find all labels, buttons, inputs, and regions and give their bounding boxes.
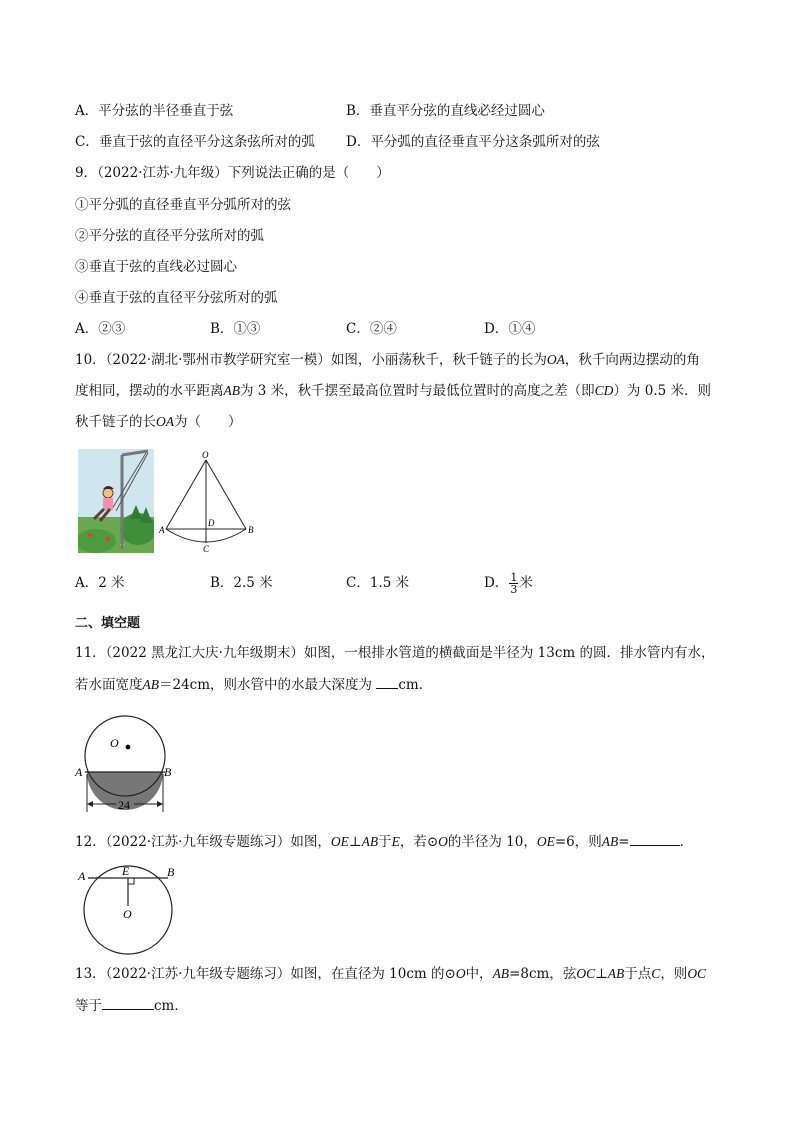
q8-option-c: C．垂直于弦的直径平分这条弦所对的弧 bbox=[75, 134, 315, 150]
q8-option-a: A．平分弦的半径垂直于弦 bbox=[75, 103, 234, 119]
q12-text: ，若⊙ bbox=[399, 834, 439, 850]
q10-text: ）为 0.5 米．则 bbox=[613, 383, 711, 399]
q10-text: 为 3 米，秋千摆至最高位置时与最低位置时的高度之差（即 bbox=[240, 383, 595, 399]
perpendicular-symbol: ⊥ bbox=[595, 966, 608, 982]
q13-text: cm． bbox=[154, 998, 188, 1014]
q9-statement-4: ④垂直于弦的直径平分弦所对的弧 bbox=[75, 290, 278, 306]
q10-var-oa: OA bbox=[546, 352, 565, 367]
q10-option-c: C．1.5 米 bbox=[346, 575, 410, 591]
q13-var-oc: OC bbox=[687, 966, 707, 981]
q10-text: 为（ ） bbox=[174, 414, 242, 430]
q10-option-a: A．2 米 bbox=[75, 575, 125, 591]
q12-var-ab: AB bbox=[601, 834, 619, 849]
label-b: B bbox=[248, 525, 254, 535]
q11-answer-blank[interactable] bbox=[376, 674, 398, 689]
q10-option-d-unit: 米 bbox=[519, 575, 533, 591]
q11-text: ＝24cm，则水管中的水最大深度为 bbox=[159, 677, 377, 693]
q10-line-3 bbox=[75, 412, 242, 432]
fraction-denominator: 3 bbox=[510, 583, 518, 596]
q9-option-b: B．①③ bbox=[210, 321, 261, 337]
q13-text: 等于 bbox=[75, 998, 102, 1014]
label-a: A bbox=[78, 869, 86, 883]
label-o: O bbox=[110, 736, 119, 750]
q12-text: 的半径为 10， bbox=[447, 834, 537, 850]
label-o: O bbox=[202, 450, 209, 460]
q9-statement-3: ③垂直于弦的直线必过圆心 bbox=[75, 259, 237, 275]
q9-stem: 9．（2022·江苏·九年级）下列说法正确的是（ ） bbox=[75, 165, 390, 181]
q10-text: ，秋千向两边摆动的角 bbox=[564, 352, 700, 368]
segment-oa bbox=[166, 460, 206, 529]
q12-var-oe: OE bbox=[330, 834, 349, 849]
q10-var-oa: OA bbox=[156, 414, 174, 429]
label-b: B bbox=[167, 865, 175, 879]
q13-text: 于点 bbox=[624, 966, 652, 982]
center-point-o bbox=[126, 745, 131, 750]
q11-line-2 bbox=[75, 674, 432, 695]
swing-illustration bbox=[78, 449, 154, 553]
q13-line-1 bbox=[75, 964, 706, 984]
girl-body bbox=[103, 498, 113, 510]
q10-line-2 bbox=[75, 381, 711, 401]
flower-3 bbox=[88, 533, 92, 537]
q12-var-oe: OE bbox=[536, 834, 555, 849]
section-heading-fill-in: 二、填空题 bbox=[75, 616, 141, 631]
q9-statement-2: ②平分弦的直径平分弦所对的弧 bbox=[75, 228, 264, 244]
q10-option-b: B．2.5 米 bbox=[210, 575, 273, 591]
q11-pipe-diagram bbox=[72, 702, 182, 820]
q13-var-ab: AB bbox=[492, 966, 510, 981]
q10-text: 度相同，摆动的水平距离 bbox=[75, 383, 224, 399]
fraction-numerator: 1 bbox=[510, 571, 518, 584]
dimension-arrow-left bbox=[87, 801, 93, 807]
q10-option-d-prefix: D． bbox=[484, 575, 509, 591]
q13-var-oc: OC bbox=[576, 966, 596, 981]
q12-line bbox=[75, 831, 693, 852]
q8-option-d: D．平分弧的直径垂直平分这条弧所对的弦 bbox=[346, 134, 600, 150]
q12-text: 于 bbox=[378, 834, 392, 850]
q9-option-c: C．②④ bbox=[346, 321, 397, 337]
q13-var-ab: AB bbox=[607, 966, 625, 981]
right-angle-mark bbox=[128, 878, 134, 884]
q12-text: 12．（2022·江苏·九年级专题练习）如图， bbox=[75, 834, 331, 850]
q12-text: =6，则 bbox=[554, 834, 602, 850]
q12-answer-blank[interactable] bbox=[630, 831, 680, 846]
q13-text: 中， bbox=[465, 966, 493, 982]
q10-var-ab: AB bbox=[223, 383, 240, 398]
q10-text: 10．（2022·湖北·鄂州市教学研究室一模）如图，小丽荡秋千，秋千链子的长为 bbox=[75, 352, 547, 368]
q12-var-e: E bbox=[391, 834, 400, 849]
q12-var-o: O bbox=[438, 834, 448, 849]
q13-var-o: O bbox=[455, 966, 466, 981]
q13-var-c: C bbox=[651, 966, 661, 981]
label-a: A bbox=[159, 525, 165, 535]
q11-text: 若水面宽度 bbox=[75, 677, 143, 693]
q13-text: ，则 bbox=[660, 966, 688, 982]
q12-circle-diagram bbox=[74, 860, 186, 958]
q9-option-a: A．②③ bbox=[75, 321, 126, 337]
q10-text: 秋千链子的长 bbox=[75, 414, 156, 430]
label-o: O bbox=[123, 907, 132, 921]
perpendicular-symbol: ⊥ bbox=[348, 834, 362, 850]
q9-option-d: D．①④ bbox=[484, 321, 536, 337]
q12-text: ． bbox=[679, 834, 694, 850]
label-a: A bbox=[75, 765, 83, 779]
q10-line-1 bbox=[75, 350, 700, 370]
q10-swing-diagram bbox=[158, 449, 258, 553]
q9-statement-1: ①平分弧的直径垂直平分弧所对的弦 bbox=[75, 197, 291, 213]
label-c: C bbox=[203, 544, 210, 553]
dimension-label-24: 24 bbox=[118, 798, 130, 812]
q8-option-b: B．垂直平分弦的直线必经过圆心 bbox=[346, 103, 545, 119]
label-b: B bbox=[164, 765, 172, 779]
q13-text: =8cm，弦 bbox=[509, 966, 577, 982]
q11-line-1: 11．（2022 黑龙江大庆·九年级期末）如图，一根排水管道的横截面是半径为 13cm 的圆．排水管内有水， bbox=[75, 645, 715, 661]
dimension-arrow-right bbox=[157, 801, 163, 807]
q13-line-2 bbox=[75, 995, 188, 1016]
label-d: D bbox=[208, 518, 215, 528]
q13-text: 13．（2022·江苏·九年级专题练习）如图，在直径为 10cm 的⊙ bbox=[75, 966, 456, 982]
label-e: E bbox=[122, 864, 130, 878]
q10-option-d bbox=[484, 566, 533, 600]
q10-var-cd: CD bbox=[594, 383, 614, 398]
girl-head bbox=[103, 488, 113, 498]
q11-text: cm． bbox=[398, 677, 433, 693]
fraction-one-third bbox=[509, 572, 518, 595]
q12-var-ab: AB bbox=[361, 834, 379, 849]
q11-var-ab: AB bbox=[142, 677, 159, 692]
q13-answer-blank[interactable] bbox=[102, 995, 154, 1010]
q12-text: = bbox=[618, 834, 630, 850]
flower-1 bbox=[106, 537, 110, 541]
